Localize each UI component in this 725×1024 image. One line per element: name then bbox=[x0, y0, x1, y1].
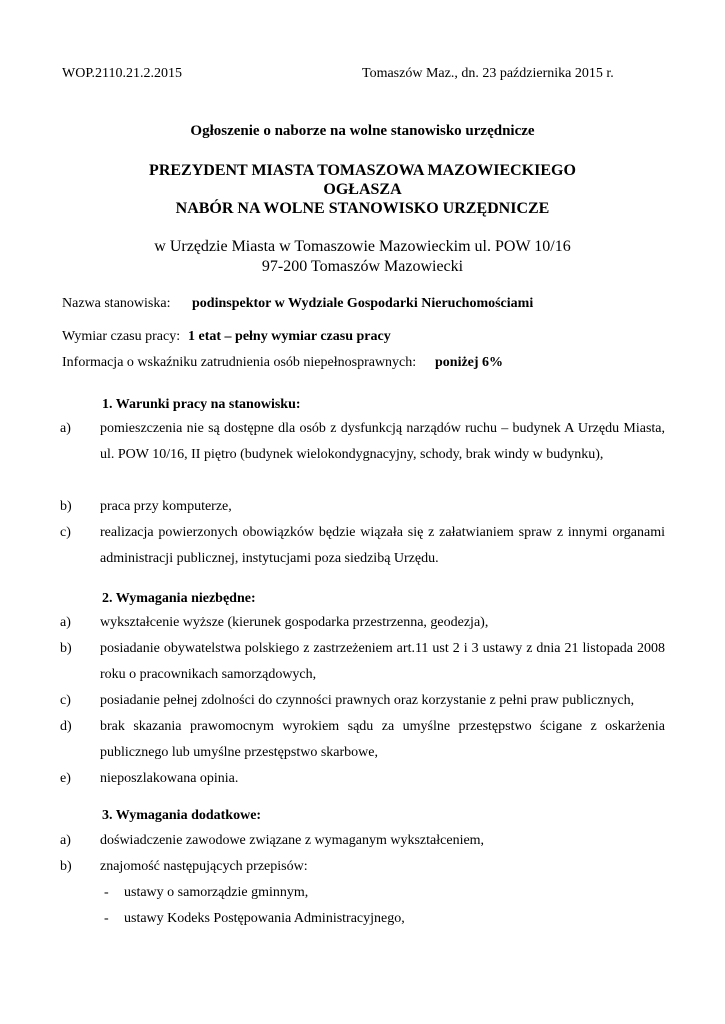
list-item-text: doświadczenie zawodowe związane z wymaganym wykształceniem, bbox=[100, 833, 485, 848]
list-item-text: pomieszczenia nie są dostępne dla osób z dysfunkcją narządów ruchu – budynek A Urzędu Miasta, ul. POW 10/16, II piętro (budynek wielokondygnacyjny, schody, brak windy w budynku), bbox=[100, 421, 665, 462]
list-marker: a) bbox=[60, 421, 71, 436]
list-item bbox=[60, 766, 665, 792]
list-item bbox=[60, 688, 665, 714]
list-marker: a) bbox=[60, 833, 71, 848]
list-item bbox=[60, 416, 665, 468]
list-item bbox=[60, 520, 665, 572]
list-marker: d) bbox=[60, 719, 72, 734]
list-item-text: posiadanie obywatelstwa polskiego z zastrzeżeniem art.11 ust 2 i 3 ustawy z dnia 21 listopada 2008 roku o pracownikach samorządowych, bbox=[100, 641, 665, 682]
list-item-text: wykształcenie wyższe (kierunek gospodarka przestrzenna, geodezja), bbox=[100, 615, 489, 630]
list-item bbox=[104, 880, 665, 906]
list-item bbox=[60, 494, 665, 520]
position-value: podinspektor w Wydziale Gospodarki Nieruchomościami bbox=[192, 296, 534, 311]
list-item-text: ustawy o samorządzie gminnym, bbox=[124, 885, 309, 900]
section-1-heading: 1. Warunki pracy na stanowisku: bbox=[102, 397, 301, 412]
title-line-2: OGŁASZA bbox=[323, 181, 402, 198]
announcement-subtitle: Ogłoszenie o naborze na wolne stanowisko urzędnicze bbox=[190, 123, 535, 139]
list-marker: b) bbox=[60, 859, 72, 874]
list-item-text: posiadanie pełnej zdolności do czynności prawnych oraz korzystanie z pełni praw publicznych, bbox=[100, 693, 635, 708]
list-item bbox=[60, 610, 665, 636]
place-date: Tomaszów Maz., dn. 23 października 2015 r. bbox=[362, 66, 614, 81]
list-item-text: ustawy Kodeks Postępowania Administracyjnego, bbox=[124, 911, 405, 926]
list-item bbox=[60, 854, 665, 880]
list-marker: c) bbox=[60, 525, 71, 540]
list-item-text: praca przy komputerze, bbox=[100, 499, 232, 514]
disability-label: Informacja o wskaźniku zatrudnienia osób niepełnosprawnych: bbox=[62, 355, 417, 370]
list-item bbox=[104, 906, 665, 932]
reference-number: WOP.2110.21.2.2015 bbox=[62, 66, 183, 81]
position-label: Nazwa stanowiska: bbox=[62, 296, 171, 311]
list-item bbox=[60, 636, 665, 688]
list-marker: a) bbox=[60, 615, 71, 630]
list-item bbox=[60, 714, 665, 766]
disability-value: poniżej 6% bbox=[435, 355, 504, 370]
list-marker: b) bbox=[60, 641, 72, 656]
list-marker: b) bbox=[60, 499, 72, 514]
list-marker: e) bbox=[60, 771, 71, 786]
list-item-text: nieposzlakowana opinia. bbox=[100, 771, 239, 786]
section-3-heading: 3. Wymagania dodatkowe: bbox=[102, 808, 262, 823]
title-line-3: NABÓR NA WOLNE STANOWISKO URZĘDNICZE bbox=[175, 200, 550, 217]
location-line-1: w Urzędzie Miasta w Tomaszowie Mazowieckim ul. POW 10/16 bbox=[154, 238, 571, 255]
location-line-2: 97-200 Tomaszów Mazowiecki bbox=[261, 258, 464, 275]
section-2-heading: 2. Wymagania niezbędne: bbox=[102, 591, 256, 606]
list-item-text: znajomość następujących przepisów: bbox=[100, 859, 308, 874]
title-line-1: PREZYDENT MIASTA TOMASZOWA MAZOWIECKIEGO bbox=[149, 162, 576, 179]
list-item bbox=[60, 828, 665, 854]
list-item-text: realizacja powierzonych obowiązków będzie wiązała się z załatwianiem spraw z innymi organami administracji publicznej, instytucjami poza siedzibą Urzędu. bbox=[100, 525, 665, 566]
list-item-text: brak skazania prawomocnym wyrokiem sądu za umyślne przestępstwo ścigane z oskarżenia publicznego lub umyślne przestępstwo skarbowe, bbox=[100, 719, 665, 760]
work-time-label: Wymiar czasu pracy: bbox=[62, 329, 181, 344]
list-marker: - bbox=[104, 911, 109, 926]
list-marker: - bbox=[104, 885, 109, 900]
list-marker: c) bbox=[60, 693, 71, 708]
work-time-value: 1 etat – pełny wymiar czasu pracy bbox=[188, 329, 391, 344]
